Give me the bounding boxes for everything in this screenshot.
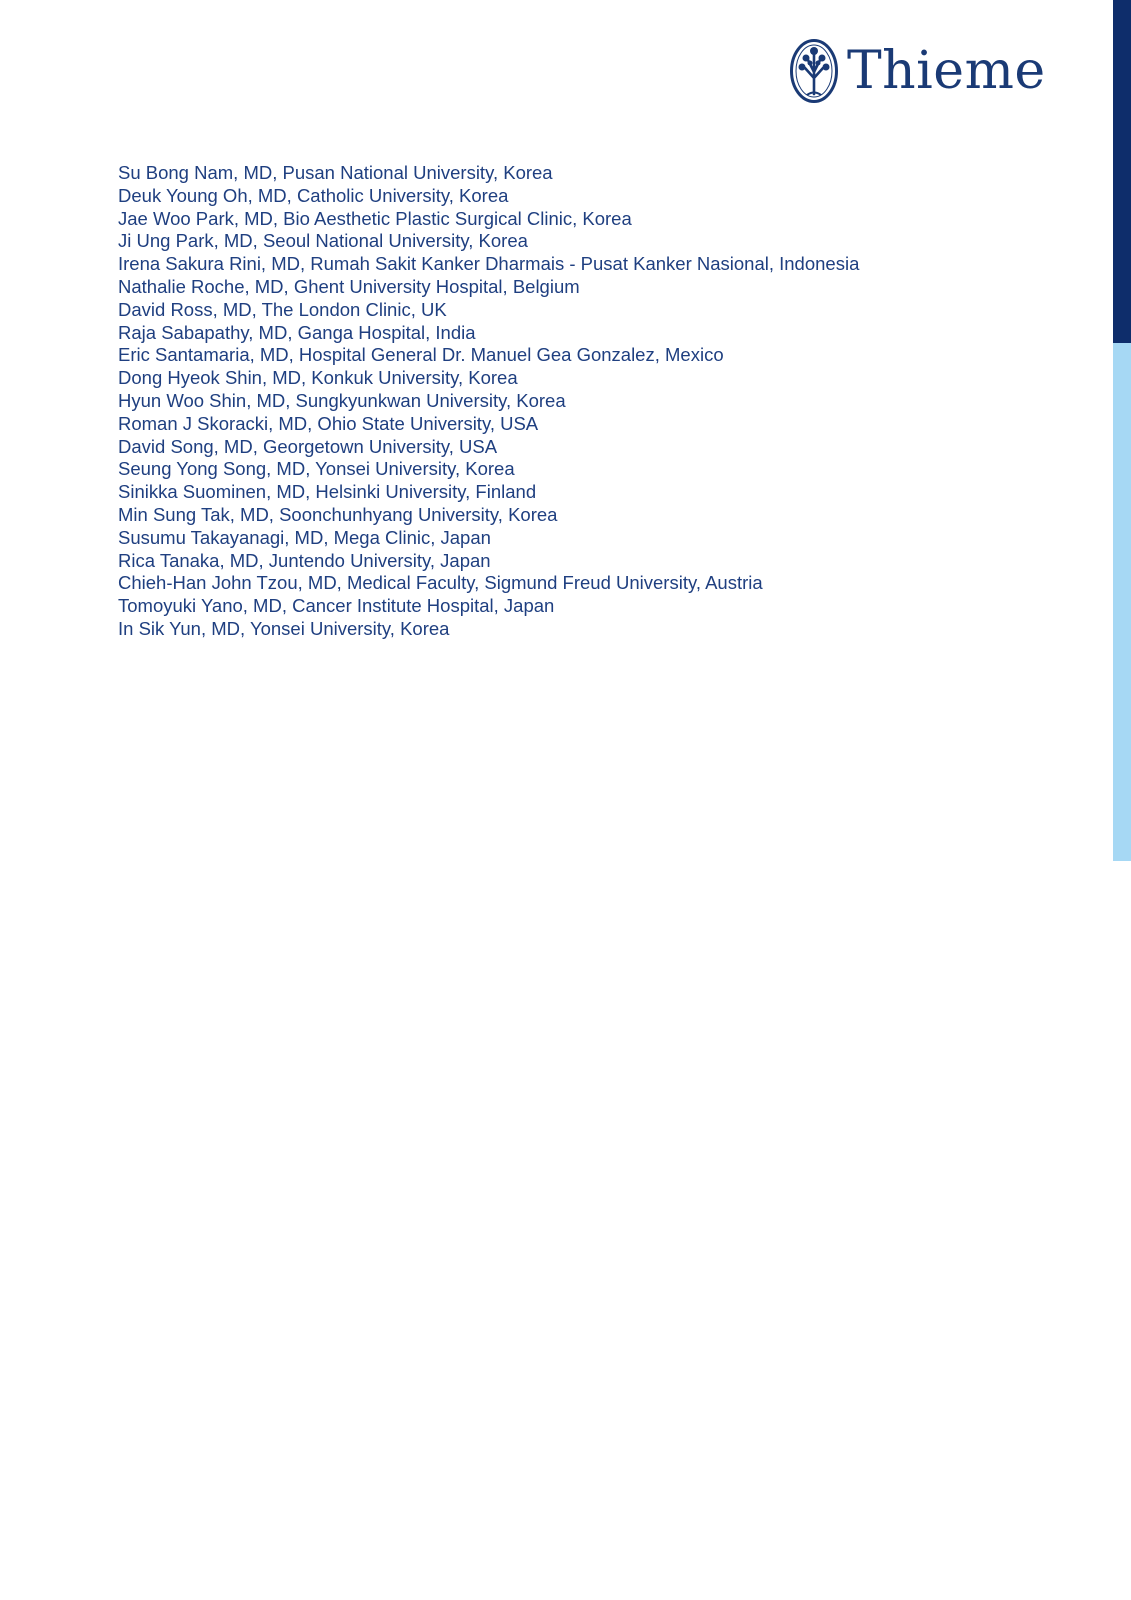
list-item: Irena Sakura Rini, MD, Rumah Sakit Kanker Dharmais - Pusat Kanker Nasional, Indonesia [118,253,860,275]
thieme-logo [789,36,1046,106]
editorial-board-list [118,162,859,641]
list-item: Chieh-Han John Tzou, MD, Medical Faculty, Sigmund Freud University, Austria [118,572,763,594]
list-item: Roman J Skoracki, MD, Ohio State University, USA [118,412,539,434]
list-item: Susumu Takayanagi, MD, Mega Clinic, Japan [118,526,491,548]
list-item: Nathalie Roche, MD, Ghent University Hospital, Belgium [118,275,580,297]
list-item: Ji Ung Park, MD, Seoul National University, Korea [118,230,528,252]
list-item: Seung Yong Song, MD, Yonsei University, Korea [118,458,515,480]
side-accent-bar-light [1113,343,1131,861]
list-item: In Sik Yun, MD, Yonsei University, Korea [118,617,450,639]
list-item: Dong Hyeok Shin, MD, Konkuk University, Korea [118,367,518,389]
list-item: Deuk Young Oh, MD, Catholic University, Korea [118,184,509,206]
list-item: Min Sung Tak, MD, Soonchunhyang University, Korea [118,503,558,525]
list-item: David Song, MD, Georgetown University, USA [118,435,498,457]
list-item: Hyun Woo Shin, MD, Sungkyunkwan University, Korea [118,389,566,411]
brand-name: Thieme [847,41,1046,101]
list-item: Tomoyuki Yano, MD, Cancer Institute Hospital, Japan [118,595,555,617]
tree-icon [789,38,839,104]
list-item: Su Bong Nam, MD, Pusan National University, Korea [118,162,553,183]
list-item: David Ross, MD, The London Clinic, UK [118,298,447,320]
list-item: Jae Woo Park, MD, Bio Aesthetic Plastic Surgical Clinic, Korea [118,207,632,229]
list-item: Rica Tanaka, MD, Juntendo University, Japan [118,549,491,571]
list-item: Eric Santamaria, MD, Hospital General Dr. Manuel Gea Gonzalez, Mexico [118,344,724,366]
side-accent-bar-dark [1113,0,1131,343]
list-item: Sinikka Suominen, MD, Helsinki University, Finland [118,481,537,503]
list-item: Raja Sabapathy, MD, Ganga Hospital, India [118,321,476,343]
